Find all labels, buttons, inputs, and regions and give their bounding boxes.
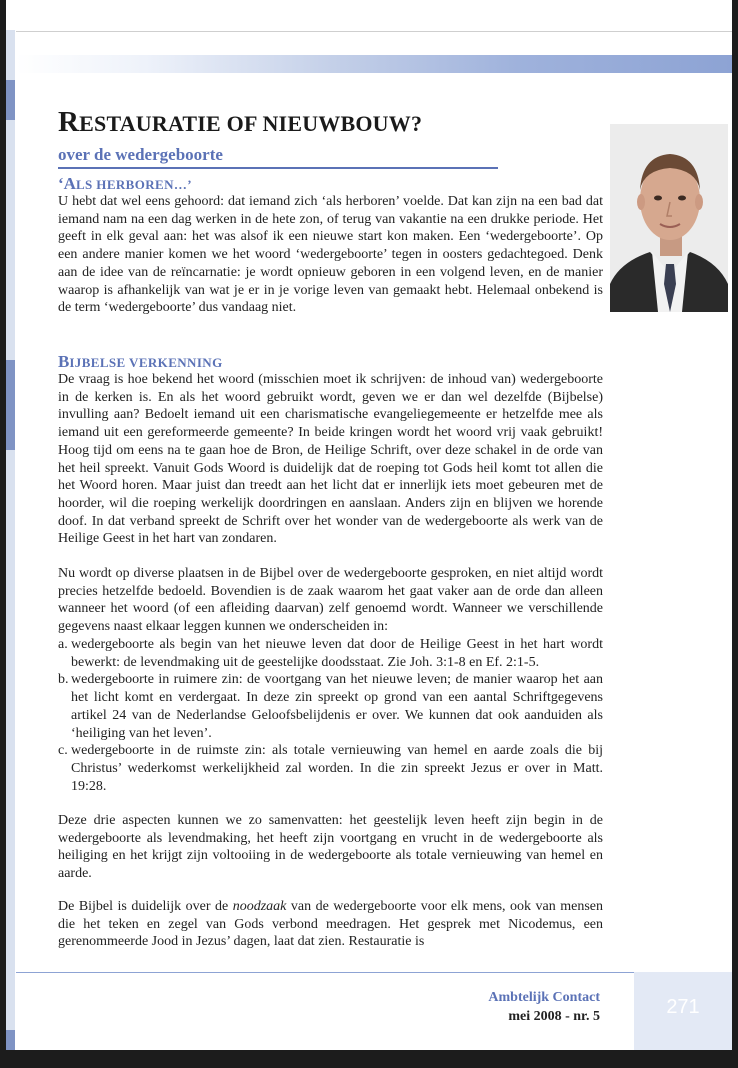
subtitle-rule <box>58 167 498 169</box>
article-title: RESTAURATIE OF NIEUWBOUW? <box>58 106 423 138</box>
section2-paragraph-3: Deze drie aspecten kunnen we zo samenvatten: het geestelijk leven heeft zijn begin in de wedergeboorte als levendmaking, het heeft zijn voortgang en vrucht in de wedergeboorte als heiliging en het krijgt zijn voltooiing in de wedergeboorte als totale vernieuwing van hemel en aarde. <box>58 813 603 882</box>
author-portrait-illustration <box>610 124 728 312</box>
footer-rule <box>16 972 732 973</box>
list-item: a. wedergeboorte als begin van het nieuwe leven dat door de Heilige Geest in het hart wordt bewerkt: de levendmaking uit de geestelijke doodsstaat. Zie Joh. 3:1-8 en Ef. 2:1-5. <box>58 637 603 670</box>
section-heading-als-herboren: ‘ALS HERBOREN…’ <box>58 174 193 193</box>
top-divider <box>16 31 732 32</box>
section-heading-bijbelse-verkenning: BIJBELSE VERKENNING <box>58 352 223 371</box>
magazine-name: Ambtelijk Contact <box>488 990 600 1005</box>
section1-paragraph: U hebt dat wel eens gehoord: dat iemand zich ‘als herboren’ voelde. Dat kan zijn na een bad dat iemand nam na een dag werken in de hete zon, of terug van vakantie na een drukke periode. Het geeft in elk geval aan: het was alsof ik een nieuwe start kon maken. Een ‘wedergeboorte’. Op een andere manier komen we het woord ‘wedergeboorte’ tegen in oosters gedachtegoed. Denk aan de idee van de reïncarnatie: je wordt opnieuw geboren in een volgend leven, en de manier waarop is afhankelijk van wat je er in je vorige leven van gemaakt hebt. Helemaal onbekend is de term ‘wedergeboorte’ dus vandaag niet. <box>58 194 603 316</box>
header-gradient-band <box>16 55 732 73</box>
magazine-page <box>6 0 732 1050</box>
page-number-box <box>634 972 732 1050</box>
left-margin-strip <box>6 30 15 1050</box>
page-number: 271 <box>666 996 700 1018</box>
issue-info: mei 2008 - nr. 5 <box>508 1009 600 1024</box>
section2-paragraph-4: De Bijbel is duidelijk over de noodzaak van de wedergeboorte voor elk mens, ook van mensen die het teken en zegel van Gods verbond meedragen. Het gesprek met Nicodemus, een gerenommeerde Jood in Jezus’ dagen, laat dat zien. Restauratie is <box>58 899 603 950</box>
footer-publication <box>488 988 600 1026</box>
list-item: c. wedergeboorte in de ruimste zin: als totale vernieuwing van hemel en aarde zoals die bij Christus’ wederkomst werkelijkheid zal worden. In die zin spreekt Jezus er over in Matt. 19:28. <box>58 743 603 794</box>
section2-paragraph-1: De vraag is hoe bekend het woord (misschien moet ik schrijven: de inhoud van) wedergeboorte in de kerken is. En als het woord gebruikt wordt, geven we er dan wel dezelfde (Bijbelse) invulling aan? Bedoelt iemand uit een charismatische evangeliegemeente er hetzelfde mee als iemand uit een gereformeerde gemeente? In beide kringen wordt het woord vrij vaak gebruikt! Hoog tijd om eens na te gaan hoe de Bron, de Heilige Schrift, over deze schakel in de orde van het heil spreekt. Vanuit Gods Woord is duidelijk dat de roeping tot Gods heil komt tot allen die het Woord horen. Maar juist dan treedt aan het licht dat er innerlijk iets moet gebeuren met de hoorder, wil die roeping werkelijk doordringen en aanslaan. Anders zijn en blijven we horende doof. In dat verband spreekt de Schrift over het wonder van de wedergeboorte als werk van de Heilige Geest in het hart van zondaren. <box>58 372 603 547</box>
wedergeboorte-aspects-list <box>58 636 603 795</box>
section2-paragraph-2: Nu wordt op diverse plaatsen in de Bijbel over de wedergeboorte gesproken, en niet altijd wordt precies hetzelfde bedoeld. Bovendien is de zaak waarom het gaat vaker aan de orde dan alleen wanneer het woord (of een afleiding daarvan) zelf genoemd wordt. Wanneer we verschillende gegevens naast elkaar leggen kunnen we onderscheiden in: <box>58 566 603 635</box>
author-photo <box>610 124 728 312</box>
list-item: b. wedergeboorte in ruimere zin: de voortgang van het nieuwe leven; de manier waarop het aan het licht komt en verdergaat. In deze zin spreekt op grond van een aantal Schriftgegevens artikel 24 van de Nederlandse Geloofsbelijdenis er over. We kunnen dat ook aanduiden als ‘heiliging van het leven’. <box>58 672 603 741</box>
article-subtitle: over de wedergeboorte <box>58 145 223 164</box>
